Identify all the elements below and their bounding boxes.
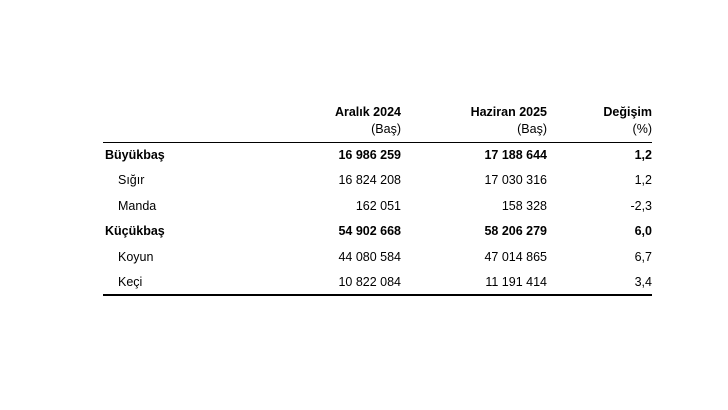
value-haziran-2025: 58 206 279 [484,224,547,239]
value-haziran-2025: 47 014 865 [484,249,547,264]
value-change: 1,2 [634,173,652,188]
value-aralik-2024: 44 080 584 [338,249,401,264]
value-aralik-2024: 10 822 084 [296,270,401,296]
table-header-row [103,104,652,142]
header-unit: (%) [632,122,652,136]
row-label: Manda [118,198,157,213]
table-row-buyukbas [103,142,652,168]
header-label-cell [103,104,296,142]
header-haziran-2025 [401,104,547,142]
table-row-sigir [103,168,652,194]
header-degisim [547,104,652,142]
table-row-koyun [103,244,652,270]
value-haziran-2025: 158 328 [501,198,547,213]
value-haziran-2025: 17 030 316 [484,173,547,188]
header-unit: (Baş) [517,122,547,136]
row-label: Keçi [103,270,296,296]
value-change: -2,3 [630,198,652,213]
value-haziran-2025: 17 188 644 [484,148,547,162]
value-change: 1,2 [634,148,652,162]
header-title: Aralık 2024 [334,105,401,119]
value-aralik-2024: 16 986 259 [338,148,401,162]
livestock-table [103,104,652,296]
value-aralik-2024: 54 902 668 [338,224,401,239]
header-title: Değişim [603,105,652,119]
value-aralik-2024: 16 824 208 [338,173,401,188]
table-row-manda [103,193,652,219]
row-label: Koyun [118,249,154,264]
value-haziran-2025: 11 191 414 [401,270,547,296]
row-label: Küçükbaş [105,224,165,239]
value-change: 6,0 [634,224,652,239]
value-change: 3,4 [547,270,652,296]
row-label: Büyükbaş [105,148,165,162]
header-aralik-2024 [296,104,401,142]
table-row-keci [103,270,652,296]
row-label: Sığır [118,173,145,188]
header-unit: (Baş) [371,122,401,136]
value-change: 6,7 [634,249,652,264]
value-aralik-2024: 162 051 [355,198,401,213]
table-row-kucukbas [103,219,652,245]
header-title: Haziran 2025 [470,105,547,119]
